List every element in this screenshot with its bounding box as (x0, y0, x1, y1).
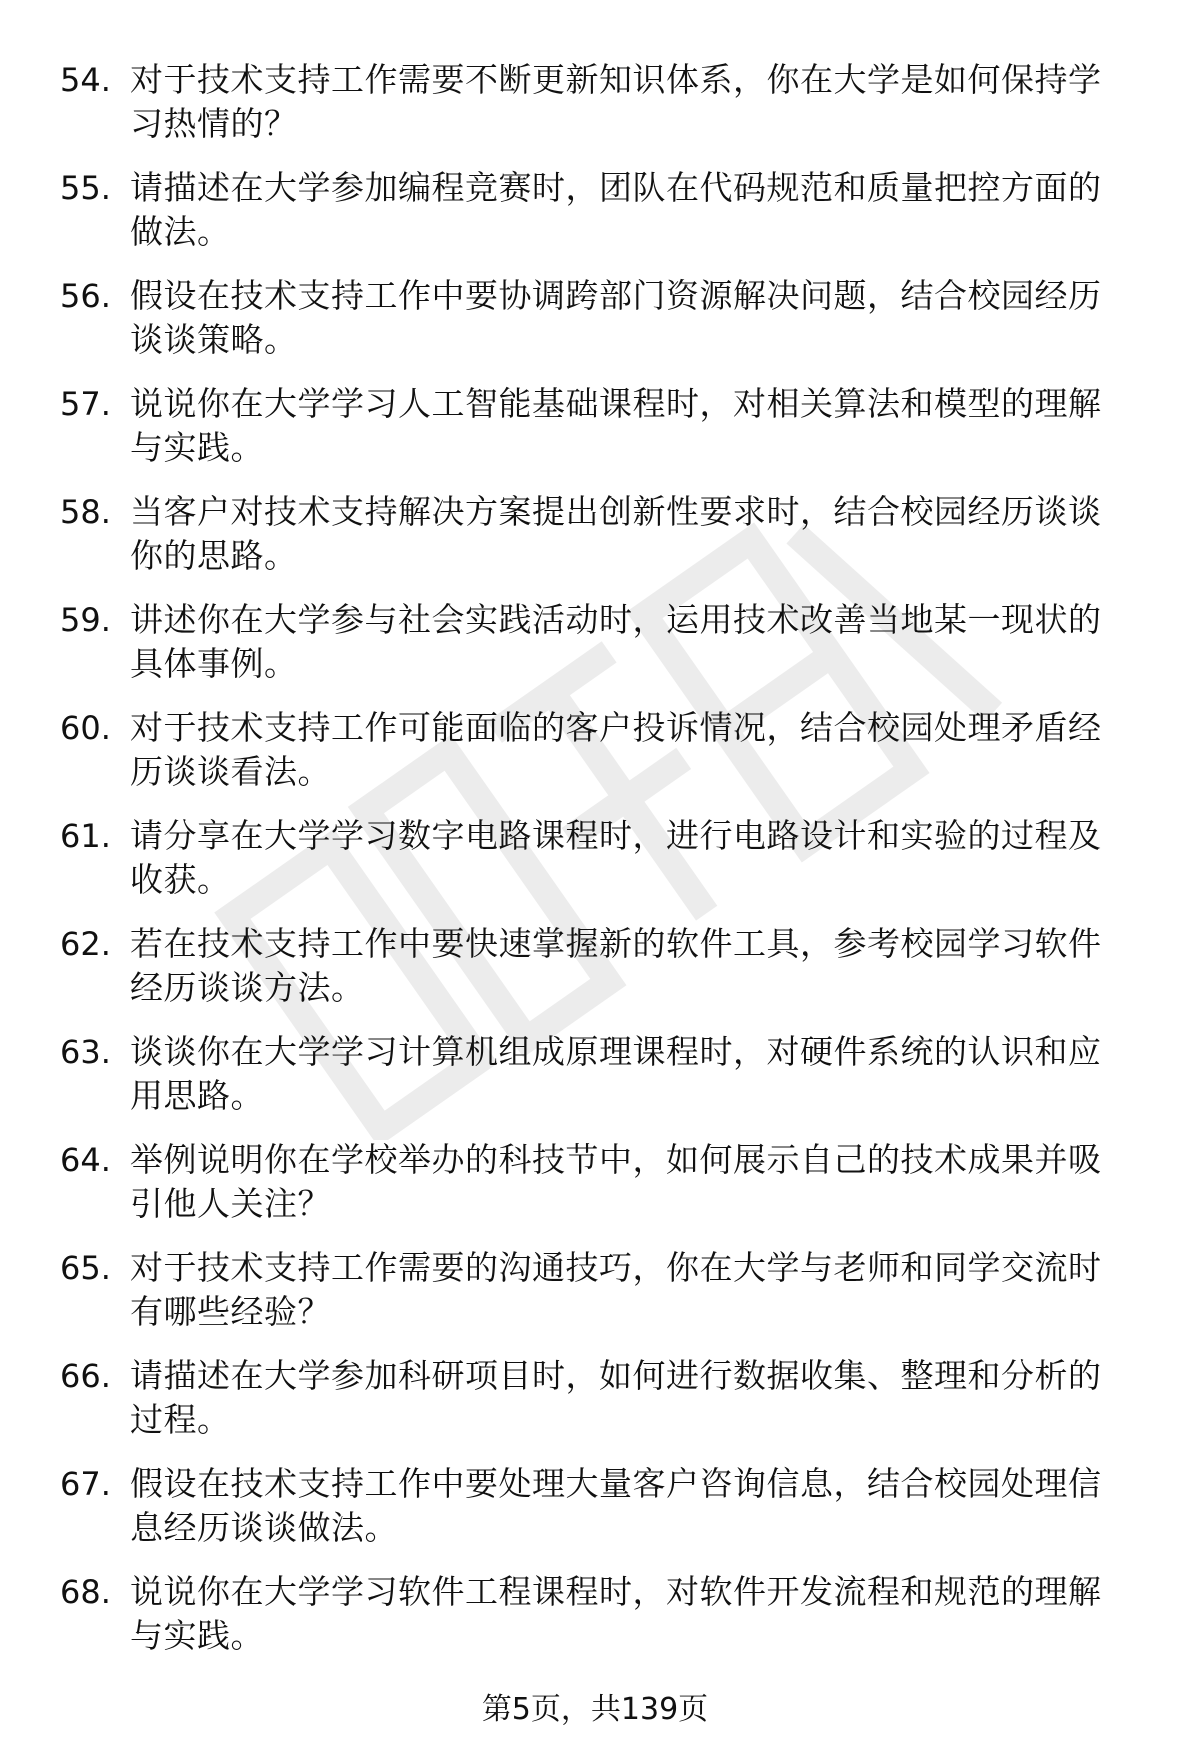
question-text: 举例说明你在学校举办的科技节中，如何展示自己的技术成果并吸引他人关注？ (130, 1140, 1102, 1223)
question-number: 64. (60, 1141, 111, 1179)
question-number: 60. (60, 709, 111, 747)
list-item (60, 58, 1150, 166)
question-list (60, 58, 1150, 1678)
list-item (60, 490, 1150, 598)
question-number: 58. (60, 493, 111, 531)
question-text: 假设在技术支持工作中要协调跨部门资源解决问题，结合校园经历谈谈策略。 (130, 276, 1102, 359)
list-item (60, 1246, 1150, 1354)
question-text: 谈谈你在大学学习计算机组成原理课程时，对硬件系统的认识和应用思路。 (130, 1032, 1102, 1115)
question-text: 对于技术支持工作可能面临的客户投诉情况，结合校园处理矛盾经历谈谈看法。 (130, 708, 1102, 791)
list-item (60, 1570, 1150, 1678)
list-item (60, 166, 1150, 274)
question-text: 对于技术支持工作需要不断更新知识体系，你在大学是如何保持学习热情的？ (130, 60, 1102, 143)
question-text: 若在技术支持工作中要快速掌握新的软件工具，参考校园学习软件经历谈谈方法。 (130, 924, 1102, 1007)
question-number: 56. (60, 277, 111, 315)
question-text: 请描述在大学参加科研项目时，如何进行数据收集、整理和分析的过程。 (130, 1356, 1102, 1439)
question-number: 62. (60, 925, 111, 963)
list-item (60, 382, 1150, 490)
question-number: 55. (60, 169, 111, 207)
question-text: 请分享在大学学习数字电路课程时，进行电路设计和实验的过程及收获。 (130, 816, 1102, 899)
list-item (60, 1030, 1150, 1138)
question-number: 65. (60, 1249, 111, 1287)
question-number: 59. (60, 601, 111, 639)
list-item (60, 706, 1150, 814)
question-text: 讲述你在大学参与社会实践活动时，运用技术改善当地某一现状的具体事例。 (130, 600, 1102, 683)
list-item (60, 1354, 1150, 1462)
page-footer: 第5页，共139页 (481, 1692, 709, 1727)
question-text: 说说你在大学学习软件工程课程时，对软件开发流程和规范的理解与实践。 (130, 1572, 1102, 1655)
list-item (60, 274, 1150, 382)
question-number: 61. (60, 817, 111, 855)
list-item (60, 814, 1150, 922)
question-text: 当客户对技术支持解决方案提出创新性要求时，结合校园经历谈谈你的思路。 (130, 492, 1102, 575)
list-item (60, 1138, 1150, 1246)
question-text: 对于技术支持工作需要的沟通技巧，你在大学与老师和同学交流时有哪些经验？ (130, 1248, 1102, 1331)
list-item (60, 922, 1150, 1030)
question-number: 68. (60, 1573, 111, 1611)
question-number: 54. (60, 61, 111, 99)
question-text: 说说你在大学学习人工智能基础课程时，对相关算法和模型的理解与实践。 (130, 384, 1102, 467)
question-number: 67. (60, 1465, 111, 1503)
question-text: 假设在技术支持工作中要处理大量客户咨询信息，结合校园处理信息经历谈谈做法。 (130, 1464, 1102, 1547)
question-text: 请描述在大学参加编程竞赛时，团队在代码规范和质量把控方面的做法。 (130, 168, 1102, 251)
list-item (60, 1462, 1150, 1570)
question-number: 66. (60, 1357, 111, 1395)
question-number: 57. (60, 385, 111, 423)
question-number: 63. (60, 1033, 111, 1071)
list-item (60, 598, 1150, 706)
